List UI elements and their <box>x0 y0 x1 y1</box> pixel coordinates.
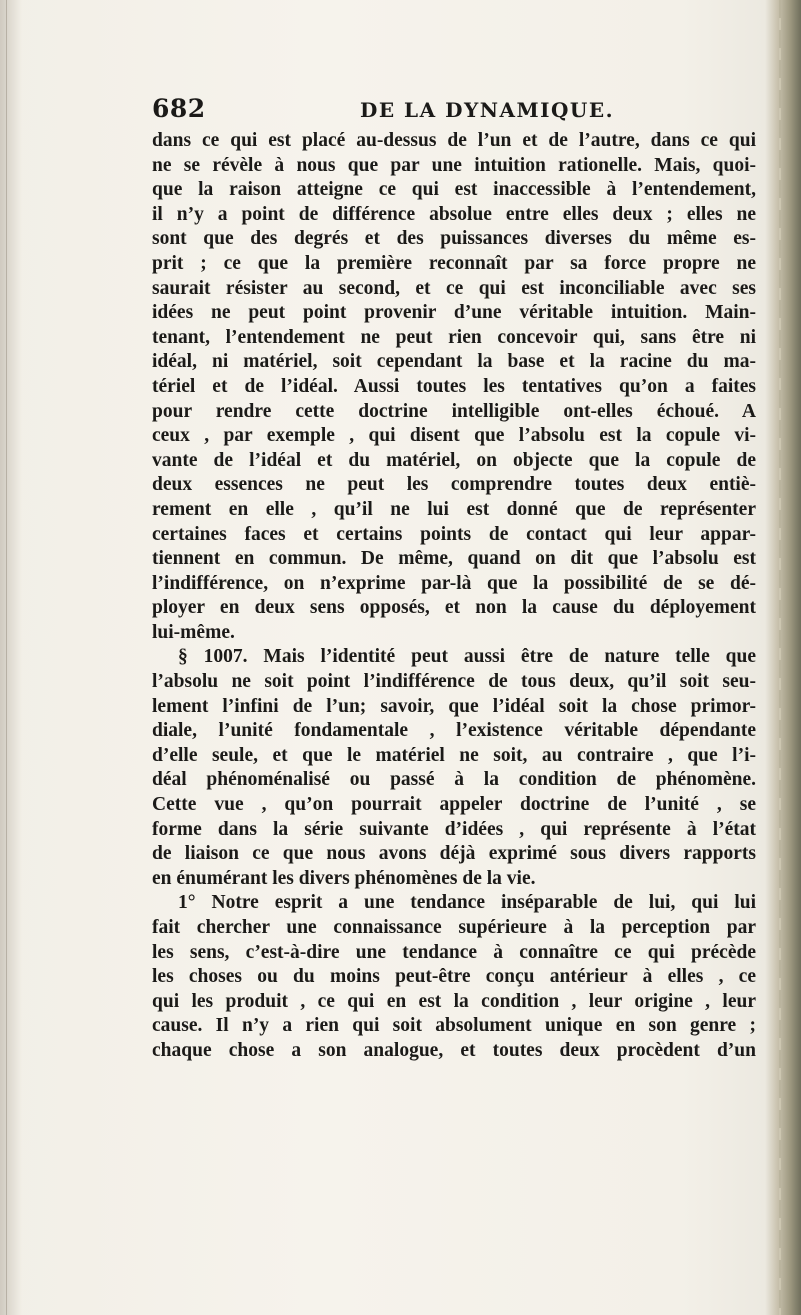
page-number: 682 <box>152 94 206 123</box>
text-line: lement l’infini de l’un; savoir, que l’idéal soit la chose primor- <box>152 695 756 717</box>
text-line: il n’y a point de différence absolue entre elles deux ; elles ne <box>152 203 756 225</box>
text-line: rement en elle , qu’il ne lui est donné que de représenter <box>152 498 756 520</box>
text-line: dans ce qui est placé au-dessus de l’un et de l’autre, dans ce qui <box>152 130 756 151</box>
text-line: que la raison atteigne ce qui est inaccessible à l’entendement, <box>152 179 756 201</box>
text-line: deux essences ne peut les comprendre toutes deux entiè- <box>152 474 756 496</box>
text-line: fait chercher une connaissance supérieure à la perception par <box>152 917 756 938</box>
text-line: lui-même. <box>152 621 235 643</box>
text-line: diale, l’unité fondamentale , l’existence véritable dépendante <box>152 720 756 742</box>
text-line: Cette vue , qu’on pourrait appeler doctrine de l’unité , se <box>152 794 756 816</box>
text-line: d’elle seule, et que le matériel ne soit, au contraire , que l’i- <box>152 744 756 766</box>
body-text <box>152 129 756 1064</box>
text-line: idées ne peut point provenir d’une véritable intuition. Main- <box>152 302 756 324</box>
text-line: de liaison ce que nous avons déjà exprimé sous divers rapports <box>152 843 756 865</box>
text-line: sont que des degrés et des puissances diverses du même es- <box>152 228 756 250</box>
running-head: DE LA DYNAMIQUE. <box>360 98 615 122</box>
text-line: tiennent en commun. De même, quand on dit que l’absolu est <box>152 548 756 570</box>
page-edge-shadow <box>765 0 801 1315</box>
binding-shadow <box>0 0 22 1315</box>
text-line: l’indifférence, on n’exprime par-là que la possibilité de se dé- <box>152 572 756 594</box>
text-line: idéal, ni matériel, soit cependant la base et la racine du ma- <box>152 351 756 373</box>
text-line: vante de l’idéal et du matériel, on objecte que la copule de <box>152 449 756 471</box>
text-line: pour rendre cette doctrine intelligible ont-elles échoué. A <box>152 400 756 422</box>
text-line: chaque chose a son analogue, et toutes deux procèdent d’un <box>152 1039 756 1061</box>
paragraph-start: § 1007. Mais l’identité peut aussi être de nature telle que <box>178 646 756 668</box>
text-line: les choses ou du moins peut-être conçu antérieur à elles , ce <box>152 966 756 988</box>
text-line: forme dans la série suivante d’idées , qui représente à l’état <box>152 818 756 840</box>
text-line: tenant, l’entendement ne peut rien concevoir qui, sans être ni <box>152 326 756 348</box>
text-line: ployer en deux sens opposés, et non la cause du déployement <box>152 597 756 619</box>
text-line: tériel et de l’idéal. Aussi toutes les tentatives qu’on a faites <box>152 375 756 397</box>
text-line: ne se révèle à nous que par une intuition rationelle. Mais, quoi- <box>152 154 756 176</box>
page-header <box>152 94 762 126</box>
text-line: saurait résister au second, et ce qui est inconciliable avec ses <box>152 277 756 299</box>
text-line: certaines faces et certains points de contact qui leur appar- <box>152 523 756 545</box>
text-line: l’absolu ne soit point l’indifférence de tous deux, qu’il soit seu- <box>152 671 756 693</box>
text-line: ceux , par exemple , qui disent que l’absolu est la copule vi- <box>152 425 756 447</box>
text-line: qui les produit , ce qui en est la condition , leur origine , leur <box>152 990 756 1012</box>
paragraph-start: 1° Notre esprit a une tendance inséparable de lui, qui lui <box>178 892 756 914</box>
text-line: prit ; ce que la première reconnaît par sa force propre ne <box>152 252 756 274</box>
text-line: déal phénoménalisé ou passé à la condition de phénomène. <box>152 769 756 791</box>
text-line: en énumérant les divers phénomènes de la vie. <box>152 867 536 889</box>
text-line: les sens, c’est-à-dire une tendance à connaître ce qui précède <box>152 941 756 963</box>
text-line: cause. Il n’y a rien qui soit absolument unique en son genre ; <box>152 1015 756 1037</box>
